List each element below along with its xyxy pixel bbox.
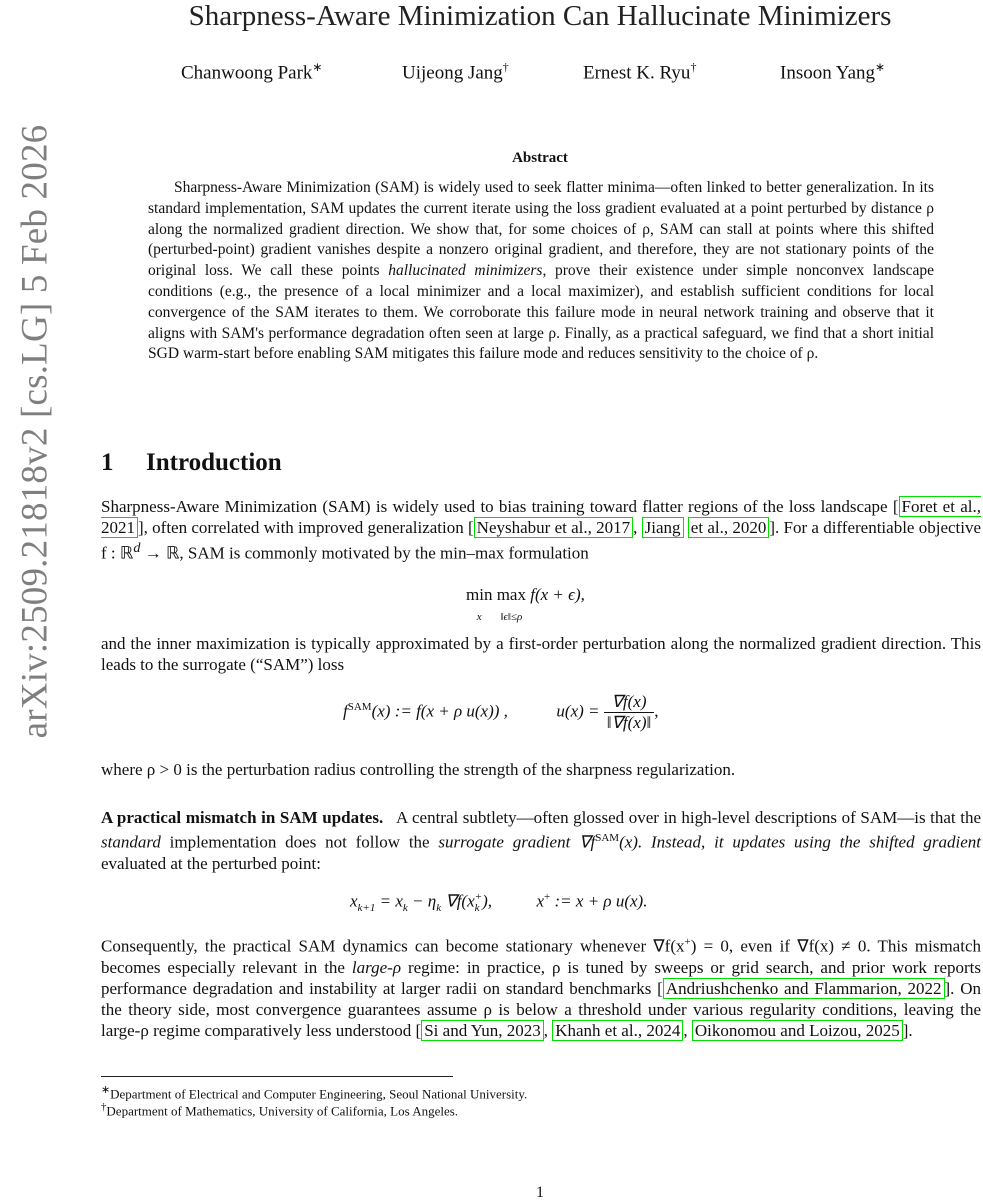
equation-sam-loss: $f^{SAM}(x)$ := f(x + ρ u(x)) , u(x) = $\frac{\nabla f(x)}{‖\nabla f(x)‖}$ ,	[343, 692, 659, 732]
paper-title: Sharpness-Aware Minimization Can Hallucinate Minimizers	[188, 0, 892, 32]
citation-link[interactable]: Khanh et al., 2024	[552, 1020, 683, 1041]
abstract-heading: Abstract	[512, 150, 568, 166]
author: Chanwoong Park∗	[181, 60, 323, 84]
abstract-body: Sharpness-Aware Minimization (SAM) is widely used to seek flatter minima—often linked to better generalization. In its standard implementation, SAM updates the current iterate using the loss gradient evaluated at a point perturbed by distance ρ along the normalized gradient direction. We show that, for some choices of ρ, SAM can stall at points where this shifted (perturbed-point) gradient vanishes despite a nonzero original gradient, and therefore, they are not stationary points of the original loss. We call these points hallucinated minimizers, prove their existence under simple nonconvex landscape conditions (e.g., the presence of a local minimizer and a local maximizer), and establish sufficient conditions for local convergence of the SAM iterates to them. We corroborate this failure mode in neural network training and observe that it aligns with SAM's performance degradation often seen at large ρ. Finally, as a practical safeguard, we find that a short initial SGD warm-start before enabling SAM mitigates this failure mode and reduces sensitivity to the choice of ρ.	[148, 179, 934, 363]
intro-paragraph-2: and the inner maximization is typically approximated by a first-order perturbation along the normalized gradient direction. This leads to the surrogate (“SAM”) loss	[101, 634, 981, 674]
citation-link[interactable]: Andriushchenko and Flammarion, 2022	[663, 978, 945, 999]
equation-minmax: min x max ‖ϵ‖≤ρ f(x + ϵ),	[466, 585, 585, 623]
citation-link[interactable]: Foret et al., 2021	[101, 497, 981, 537]
citation-link[interactable]: Oikonomou and Loizou, 2025	[692, 1020, 903, 1041]
author: Insoon Yang∗	[780, 60, 886, 84]
footnote: †Department of Mathematics, University of California, Los Angeles.	[101, 1101, 459, 1119]
footnote: ∗Department of Electrical and Computer Engineering, Seoul National University.	[101, 1084, 528, 1102]
citation-link[interactable]: et al., 2020	[688, 517, 770, 538]
author: Uijeong Jang†	[402, 60, 509, 84]
intro-paragraph-3: where ρ > 0 is the perturbation radius controlling the strength of the sharpness regularization.	[101, 760, 736, 779]
equation-sam-update: $x_{k+1} = x_k - \eta_k$ ∇f(x+ k ), x+ := x + ρ u(x).	[350, 890, 648, 915]
intro-paragraph-1: Sharpness-Aware Minimization (SAM) is widely used to bias training toward flatter regions of the loss landscape [ Foret et al., 2021 ], often correlated with improved generalization [ Neyshabur et al., 2017 , Jiang et al., 2020 ]. For a differentiable objective f : ℝ$^d$ → ℝ, SAM is commonly motivated by the min–max formulation	[101, 497, 982, 563]
citation-link[interactable]: Neyshabur et al., 2017	[474, 517, 633, 538]
consequence-paragraph: Consequently, the practical SAM dynamics can become stationary whenever ∇f(x+) = 0, even if ∇f(x) ≠ 0. This mismatch becomes especially relevant in the large-ρ regime: in practice, ρ is tuned by sweeps or grid search, and prior work reports performance degradation and instability at larger radii on standard benchmarks [ Andriushchenko and Flammarion, 2022 ]. On the theory side, most convergence guarantees assume ρ is below a threshold under various regularity conditions, leaving the large-ρ regime comparatively less understood [ Si and Yun, 2023 , Khanh et al., 2024 , Oikonomou and Loizou, 2025 ].	[101, 936, 982, 1040]
author: Ernest K. Ryu†	[583, 60, 697, 84]
citation-link[interactable]: Jiang	[642, 517, 684, 538]
section-heading: 1 Introduction	[101, 449, 282, 476]
citation-link[interactable]: Si and Yun, 2023	[421, 1020, 544, 1041]
arxiv-identifier: arXiv:2509.21818v2 [cs.LG] 5 Feb 2026	[14, 124, 56, 739]
page-number: 1	[536, 1184, 544, 1201]
footnote-rule	[101, 1076, 453, 1077]
mismatch-paragraph: A practical mismatch in SAM updates. A central subtlety—often glossed over in high-level descriptions of SAM—is that the standard implementation does not follow the surrogate gradient $\nabla f^{SAM}(x)$. Instead, it updates using the shifted gradient evaluated at the perturbed point:	[101, 808, 982, 873]
